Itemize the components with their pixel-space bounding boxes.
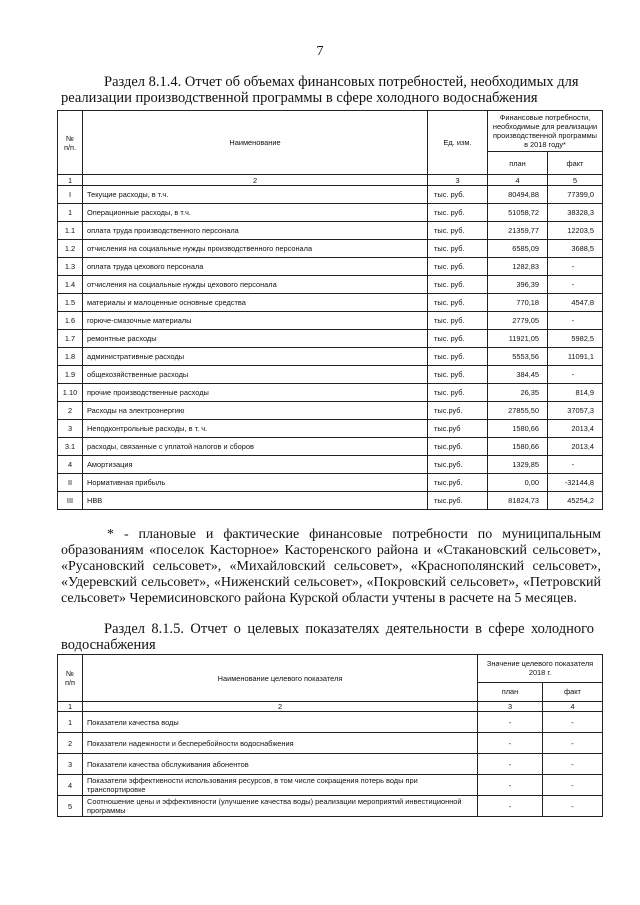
row-unit: тыс. руб. bbox=[428, 294, 488, 312]
row-plan: 5553,56 bbox=[488, 348, 548, 366]
row-plan: 11921,05 bbox=[488, 330, 548, 348]
table-row bbox=[58, 204, 603, 222]
row-name: прочие производственные расходы bbox=[83, 384, 428, 402]
row-num: 3 bbox=[58, 754, 83, 775]
row-name: Показатели качества обслуживания абонентов bbox=[83, 754, 478, 775]
row-fact: - bbox=[543, 796, 603, 817]
row-fact: - bbox=[548, 366, 603, 384]
index-cell: 3 bbox=[478, 702, 543, 712]
table-row bbox=[58, 420, 603, 438]
row-fact: 4547,8 bbox=[548, 294, 603, 312]
row-plan: - bbox=[478, 775, 543, 796]
header-fact: факт bbox=[548, 152, 603, 175]
row-num: 1.1 bbox=[58, 222, 83, 240]
row-plan: 1282,83 bbox=[488, 258, 548, 276]
table-row bbox=[58, 348, 603, 366]
row-name: Неподконтрольные расходы, в т. ч. bbox=[83, 420, 428, 438]
row-name: горюче-смазочные материалы bbox=[83, 312, 428, 330]
row-fact: 2013,4 bbox=[548, 420, 603, 438]
row-name: Показатели эффективности использования ресурсов, в том числе сокращения потерь воды при транспортировке bbox=[83, 775, 478, 796]
row-unit: тыс.руб. bbox=[428, 456, 488, 474]
row-fact: 2013,4 bbox=[548, 438, 603, 456]
row-unit: тыс.руб. bbox=[428, 492, 488, 510]
row-plan: - bbox=[478, 754, 543, 775]
index-cell: 2 bbox=[83, 702, 478, 712]
row-num: 1.9 bbox=[58, 366, 83, 384]
table-row bbox=[58, 240, 603, 258]
table-row bbox=[58, 294, 603, 312]
row-fact: - bbox=[548, 456, 603, 474]
row-unit: тыс. руб. bbox=[428, 222, 488, 240]
table-row bbox=[58, 222, 603, 240]
row-fact: - bbox=[543, 733, 603, 754]
row-num: 1.2 bbox=[58, 240, 83, 258]
row-plan: 1580,66 bbox=[488, 420, 548, 438]
table-row bbox=[58, 276, 603, 294]
row-num: 3.1 bbox=[58, 438, 83, 456]
row-fact: - bbox=[548, 312, 603, 330]
header-plan: план bbox=[488, 152, 548, 175]
index-cell: 4 bbox=[543, 702, 603, 712]
row-num: III bbox=[58, 492, 83, 510]
index-cell: 5 bbox=[548, 175, 603, 186]
row-num: 1.6 bbox=[58, 312, 83, 330]
row-unit: тыс. руб. bbox=[428, 240, 488, 258]
row-fact: 12203,5 bbox=[548, 222, 603, 240]
row-name: Нормативная прибыль bbox=[83, 474, 428, 492]
row-name: расходы, связанные с уплатой налогов и сборов bbox=[83, 438, 428, 456]
table-row bbox=[58, 384, 603, 402]
row-name: Операционные расходы, в т.ч. bbox=[83, 204, 428, 222]
row-plan: 81824,73 bbox=[488, 492, 548, 510]
footnote bbox=[61, 527, 601, 607]
table-row bbox=[58, 366, 603, 384]
section-title-8-1-4-cont: реализации производственной программы в сфере холодного водоснабжения bbox=[61, 90, 538, 106]
row-fact: - bbox=[548, 258, 603, 276]
row-unit: тыс. руб. bbox=[428, 348, 488, 366]
row-fact: - bbox=[543, 775, 603, 796]
row-name: отчисления на социальные нужды производственного персонала bbox=[83, 240, 428, 258]
row-name: административные расходы bbox=[83, 348, 428, 366]
row-unit: тыс. руб. bbox=[428, 384, 488, 402]
row-name: НВВ bbox=[83, 492, 428, 510]
row-num: 1.3 bbox=[58, 258, 83, 276]
footnote-text: * - плановые и фактические финансовые потребности по муниципальным образованиям «поселок Касторное» Касторенского района и «Стакановский сельсовет», «Русановский сельсовет», «Михайловский сельсовет», «Краснополянский сельсовет», «Удеревский сельсовет», «Ниженский сельсовет», «Покровский сельсовет», «Петровский сельсовет» Черемисиновского района Курской области учтены в расчете на 5 месяцев. bbox=[61, 527, 601, 606]
header-name: Наименование целевого показателя bbox=[83, 655, 478, 702]
row-name: Текущие расходы, в т.ч. bbox=[83, 186, 428, 204]
row-plan: - bbox=[478, 712, 543, 733]
row-unit: тыс.руб. bbox=[428, 474, 488, 492]
table-row bbox=[58, 754, 603, 775]
row-fact: 5982,5 bbox=[548, 330, 603, 348]
row-num: 1.8 bbox=[58, 348, 83, 366]
table-row bbox=[58, 474, 603, 492]
index-cell: 2 bbox=[83, 175, 428, 186]
row-plan: 2779,05 bbox=[488, 312, 548, 330]
row-plan: 51058,72 bbox=[488, 204, 548, 222]
row-name: оплата труда цехового персонала bbox=[83, 258, 428, 276]
row-num: 4 bbox=[58, 775, 83, 796]
row-fact: 814,9 bbox=[548, 384, 603, 402]
row-name: Соотношение цены и эффективности (улучшение качества воды) реализации мероприятий инвестиционной программы bbox=[83, 796, 478, 817]
financial-needs-table bbox=[57, 110, 603, 510]
table-row bbox=[58, 402, 603, 420]
header-unit: Ед. изм. bbox=[428, 111, 488, 175]
row-fact: 38328,3 bbox=[548, 204, 603, 222]
row-fact: 45254,2 bbox=[548, 492, 603, 510]
table-row bbox=[58, 775, 603, 796]
row-num: 3 bbox=[58, 420, 83, 438]
row-plan: 396,39 bbox=[488, 276, 548, 294]
row-fact: 3688,5 bbox=[548, 240, 603, 258]
header-num: № п/п bbox=[58, 655, 83, 702]
header-fact: факт bbox=[543, 682, 603, 701]
table-row bbox=[58, 186, 603, 204]
row-num: 1.10 bbox=[58, 384, 83, 402]
row-plan: 384,45 bbox=[488, 366, 548, 384]
row-num: II bbox=[58, 474, 83, 492]
header-value: Значение целевого показателя 2018 г. bbox=[478, 655, 603, 683]
table-row bbox=[58, 733, 603, 754]
table-row bbox=[58, 438, 603, 456]
row-name: оплата труда производственного персонала bbox=[83, 222, 428, 240]
table-row bbox=[58, 712, 603, 733]
row-fact: 77399,0 bbox=[548, 186, 603, 204]
row-plan: 26,35 bbox=[488, 384, 548, 402]
row-name: общехозяйственные расходы bbox=[83, 366, 428, 384]
table-row bbox=[58, 492, 603, 510]
row-num: 1 bbox=[58, 204, 83, 222]
row-fact: - bbox=[543, 712, 603, 733]
row-num: 2 bbox=[58, 402, 83, 420]
row-unit: тыс. руб. bbox=[428, 258, 488, 276]
row-fact: - bbox=[543, 754, 603, 775]
table-row bbox=[58, 330, 603, 348]
row-fact: 11091,1 bbox=[548, 348, 603, 366]
row-name: Расходы на электроэнергию bbox=[83, 402, 428, 420]
row-num: 2 bbox=[58, 733, 83, 754]
row-unit: тыс. руб. bbox=[428, 312, 488, 330]
row-name: ремонтные расходы bbox=[83, 330, 428, 348]
row-fact: - bbox=[548, 276, 603, 294]
row-unit: тыс. руб. bbox=[428, 330, 488, 348]
header-name: Наименование bbox=[83, 111, 428, 175]
target-indicators-table bbox=[57, 654, 603, 817]
row-unit: тыс.руб. bbox=[428, 402, 488, 420]
row-name: Показатели надежности и бесперебойности водоснабжения bbox=[83, 733, 478, 754]
row-plan: 1329,85 bbox=[488, 456, 548, 474]
row-num: 1.7 bbox=[58, 330, 83, 348]
row-num: I bbox=[58, 186, 83, 204]
row-unit: тыс. руб. bbox=[428, 366, 488, 384]
row-plan: - bbox=[478, 796, 543, 817]
row-num: 1 bbox=[58, 712, 83, 733]
row-name: Амортизация bbox=[83, 456, 428, 474]
section-title-8-1-5: Раздел 8.1.5. Отчет о целевых показателях деятельности в сфере холодного bbox=[104, 621, 594, 637]
row-plan: 1580,66 bbox=[488, 438, 548, 456]
row-fact: -32144,8 bbox=[548, 474, 603, 492]
row-plan: 80494,88 bbox=[488, 186, 548, 204]
row-unit: тыс.руб. bbox=[428, 438, 488, 456]
row-unit: тыс. руб. bbox=[428, 276, 488, 294]
row-name: отчисления на социальные нужды цехового персонала bbox=[83, 276, 428, 294]
row-num: 1.5 bbox=[58, 294, 83, 312]
index-cell: 3 bbox=[428, 175, 488, 186]
row-plan: 27855,50 bbox=[488, 402, 548, 420]
row-unit: тыс. руб. bbox=[428, 186, 488, 204]
row-name: материалы и малоценные основные средства bbox=[83, 294, 428, 312]
section-title-8-1-5-cont: водоснабжения bbox=[61, 637, 156, 653]
header-plan: план bbox=[478, 682, 543, 701]
section-title-8-1-4: Раздел 8.1.4. Отчет об объемах финансовых потребностей, необходимых для bbox=[104, 74, 579, 90]
table-row bbox=[58, 796, 603, 817]
table-row bbox=[58, 312, 603, 330]
row-name: Показатели качества воды bbox=[83, 712, 478, 733]
row-plan: 21359,77 bbox=[488, 222, 548, 240]
row-plan: 6585,09 bbox=[488, 240, 548, 258]
row-fact: 37057,3 bbox=[548, 402, 603, 420]
header-needs: Финансовые потребности, необходимые для реализации производственной программы в 2018 году* bbox=[488, 111, 603, 152]
header-num: № п/п. bbox=[58, 111, 83, 175]
index-cell: 1 bbox=[58, 175, 83, 186]
index-cell: 1 bbox=[58, 702, 83, 712]
row-num: 5 bbox=[58, 796, 83, 817]
table-row bbox=[58, 258, 603, 276]
row-unit: тыс.руб bbox=[428, 420, 488, 438]
table-row bbox=[58, 456, 603, 474]
page-number: 7 bbox=[316, 44, 324, 59]
row-plan: 770,18 bbox=[488, 294, 548, 312]
row-plan: - bbox=[478, 733, 543, 754]
row-num: 1.4 bbox=[58, 276, 83, 294]
index-cell: 4 bbox=[488, 175, 548, 186]
row-unit: тыс. руб. bbox=[428, 204, 488, 222]
row-plan: 0,00 bbox=[488, 474, 548, 492]
row-num: 4 bbox=[58, 456, 83, 474]
